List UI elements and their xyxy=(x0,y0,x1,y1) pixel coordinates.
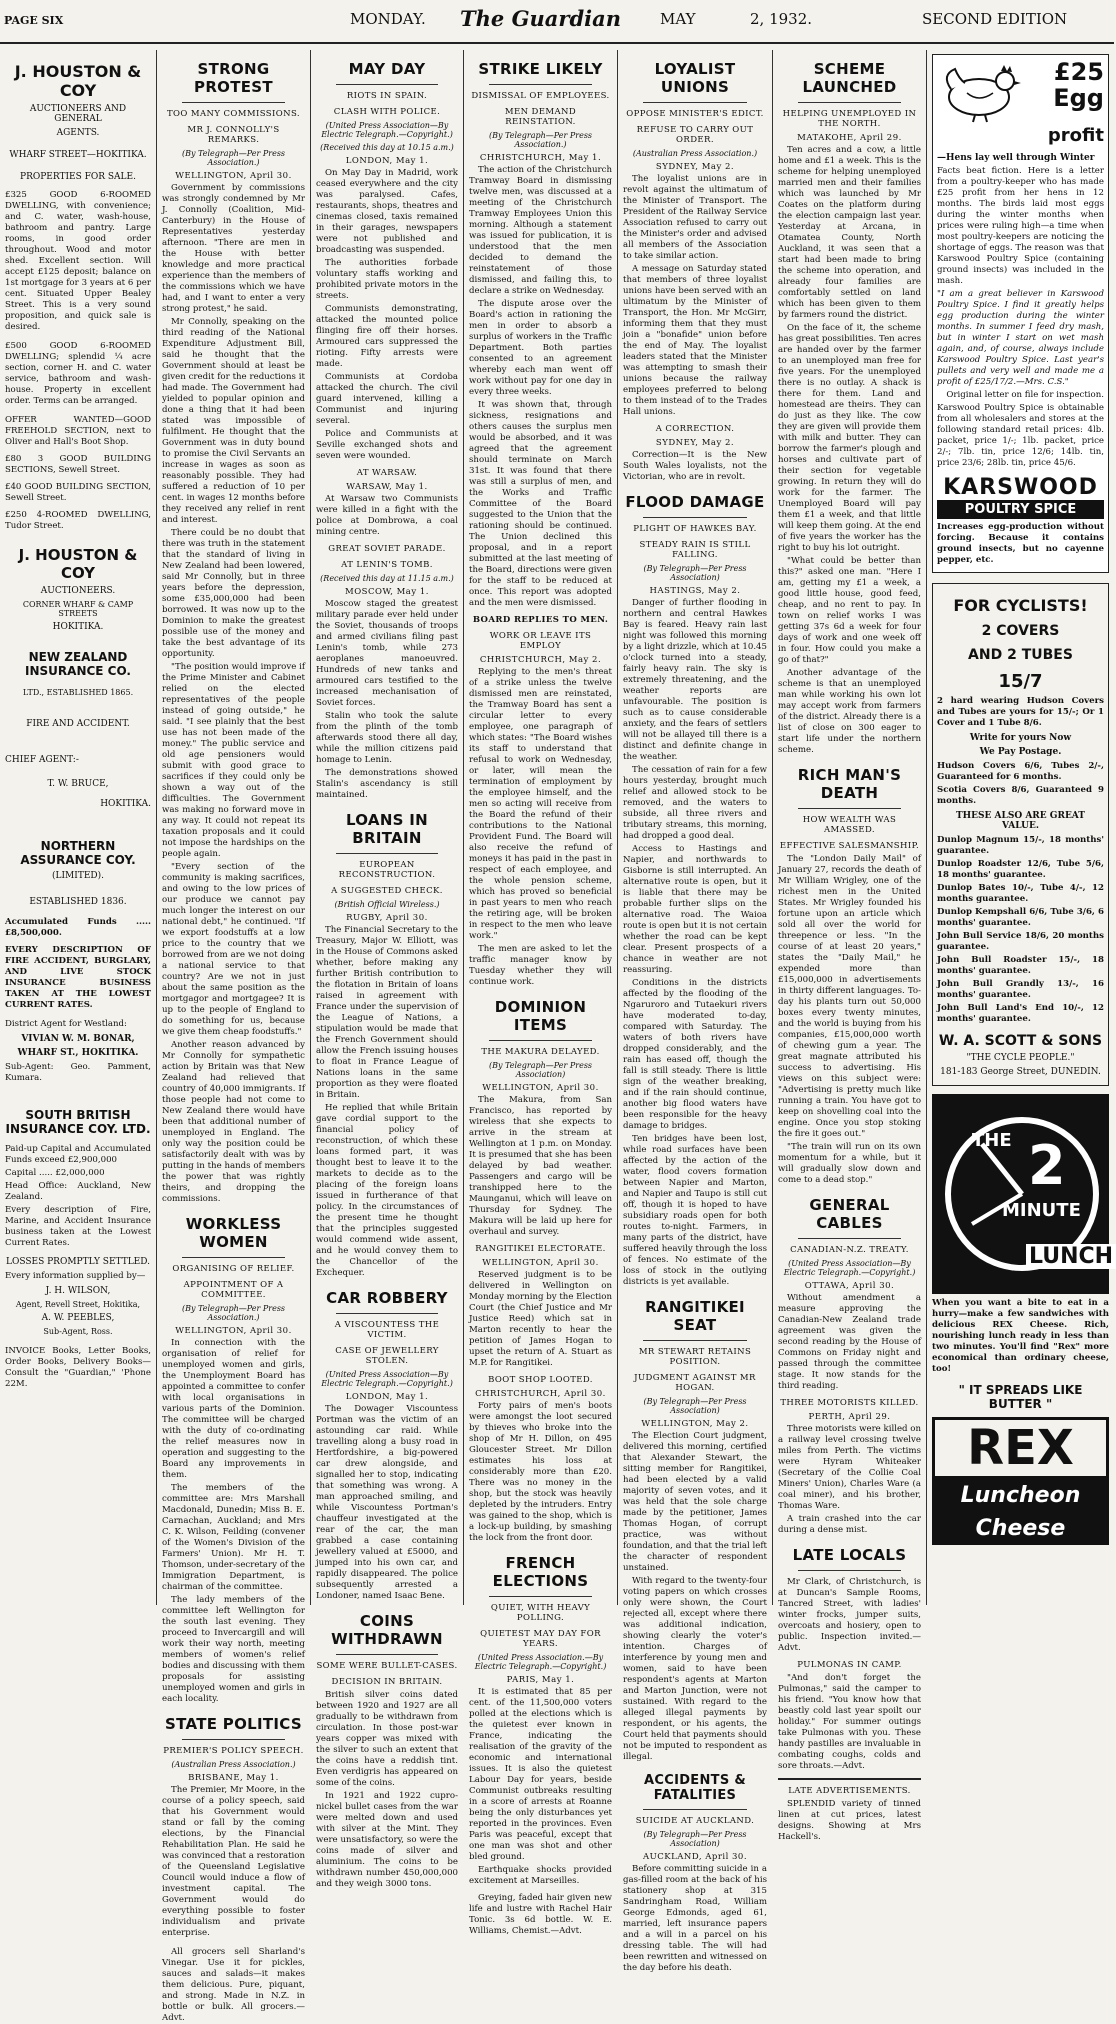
subhead: AT WARSAW. xyxy=(356,468,418,478)
page-number: PAGE SIX xyxy=(4,14,64,27)
subhead: A VISCOUNTESS THE VICTIM. xyxy=(334,1320,440,1340)
subhead: PULMONAS IN CAMP. xyxy=(797,1660,902,1670)
subhead: MR STEWART RETAINS POSITION. xyxy=(638,1347,752,1367)
dateline: WELLINGTON, May 2. xyxy=(641,1419,749,1429)
subhead: TOO MANY COMMISSIONS. xyxy=(166,109,301,119)
property-1: £325 GOOD 6-ROOMED DWELLING, with convenience; and C. water, wash-house, bathroom and pantry. Large rooms, in good order throughout. Wood and motor shed. Excellent section. Will accept £125 deposit; balance on 1st mortgage for 3 years at 6 per cent. Situated Upper Bealey Street. This is a very sound proposition, and quick sale is desired. xyxy=(5,190,151,332)
egg-prices: Karswood Poultry Spice is obtainable from all wholesalers and stores at the following standard retail prices: 4lb. packet, price 1/-; 1lb. packet, price 2/-; 7lb. tin, price 12/6; 14lb. tin, price 23/6; 28lb. tin, price 45/6. xyxy=(937,403,1104,468)
headline-coins-withdrawn: COINS WITHDRAWN xyxy=(331,1612,443,1648)
profit-word: profit xyxy=(1047,125,1104,146)
column-5 xyxy=(618,50,772,1973)
cyclists-line: Scotia Covers 8/6, Guaranteed 9 months. xyxy=(937,785,1104,806)
subhead: STEADY RAIN IS STILL FALLING. xyxy=(639,540,751,560)
southbritish-heading: SOUTH BRITISH INSURANCE COY. LTD. xyxy=(5,1108,151,1136)
subhead: A CORRECTION. xyxy=(655,424,735,434)
houston-heading: J. HOUSTON & COY xyxy=(14,62,142,100)
article-paragraph: The dispute arose over the Board's action in rationing the men in order to absorb a surplus of workers in the Traffic Department. Both parties consented to an agreement whereby each man went off work without pay for one day in every three weeks. xyxy=(469,299,612,397)
karswood-brand: KARSWOOD xyxy=(943,475,1098,500)
northern-agent: VIVIAN W. M. BONAR, xyxy=(21,1034,135,1044)
divider xyxy=(778,1778,921,1780)
southbritish-agent2: Agent, Revell Street, Hokitika, xyxy=(15,1300,141,1309)
article-paragraph: A train crashed into the car during a dense mist. xyxy=(778,1514,921,1535)
nzins-est: LTD., ESTABLISHED 1865. xyxy=(22,688,134,697)
southbritish-agent1: J. H. WILSON, xyxy=(45,1286,111,1296)
article-paragraph: Replying to the men's threat of a strike unless the twelve dismissed men are reinstated, the Tramway Board has sent a circular letter to every employee, one paragraph of which states: "The Board wishes its staff to understand that refusal to work on Wednesday, or later, will mean the termination of employment by the employee himself, and the men so acting will receive from the Board the refund of their contributions to the National Provident Fund. The Board will also receive the refund of moneys it has paid in the past in respect of each employee, and the whole pension scheme, which has proved so beneficial in past years to men who reach the retiring age, will be broken in respect to the men who leave work." xyxy=(469,667,612,941)
dateline: AUCKLAND, April 30. xyxy=(642,1852,748,1862)
subhead: DISMISSAL OF EMPLOYEES. xyxy=(471,91,610,101)
headline-state-politics: STATE POLITICS xyxy=(164,1715,302,1733)
article-paragraph: Reserved judgment is to be delivered in Wellington on Monday morning by the Election Court (the Chief Justice and Mr Justice Reed) which sat in Marton recently to hear the petition of James Hogan to upset the return of A. Stuart as M.P. for Rangitikei. xyxy=(469,1270,612,1368)
southbritish-desc: Every description of Fire, Marine, and Accident Insurance business taken at the Lowest Current Rates. xyxy=(5,1205,151,1248)
headline-strong-protest: STRONG PROTEST xyxy=(194,60,273,96)
cyclists-postage: We Pay Postage. xyxy=(979,747,1062,757)
dateline: LONDON, May 1. xyxy=(345,156,429,166)
houston2-line1: AUCTIONEERS. xyxy=(40,586,116,596)
divider xyxy=(489,84,592,85)
cyclists-advert xyxy=(932,583,1109,1086)
northern-heading: NORTHERN ASSURANCE COY. xyxy=(20,839,136,867)
dateline: HASTINGS, May 2. xyxy=(649,586,741,596)
invoice-ad: INVOICE Books, Letter Books, Order Books, Delivery Books—Consult the "Guardian," 'Phone 22M. xyxy=(5,1346,151,1389)
article-paragraph: Earthquake shocks provided excitement at Marseilles. xyxy=(469,1865,612,1886)
headline-french-elections: FRENCH ELECTIONS xyxy=(492,1554,589,1590)
cyclists-heading: FOR CYCLISTS! xyxy=(953,596,1088,615)
subhead: EUROPEAN RECONSTRUCTION. xyxy=(338,860,436,880)
dateline: MOSCOW, May 1. xyxy=(344,587,429,597)
subhead: CLASH WITH POLICE. xyxy=(333,107,441,117)
article-paragraph: He replied that while Britain gave cordial support to the financial policy of reconstruction, of which these loans formed part, it was thought best to leave it to the markets to decide as to the placing of the foreign loans issued in furtherance of that policy. In the circumstances of the present time he thought that the principles suggested would commend wide assent, and he would convey them to the Chancellor of the Exchequer. xyxy=(316,1103,458,1278)
source-line: (By Telegraph—Per Press Association) xyxy=(643,1830,747,1848)
article-paragraph: It was shown that, through sickness, resignations and others causes the surplus men would be absorbed, and it was agreed that the agreement should terminate on March 31st. It was found that there was still a surplus of men, and the Works and Traffic Committee of the Board suggested to the Union that the rationing should be continued. The Union declined this proposal, and in a report submitted at the last meeting of the Board, directions were given for the staff to be reduced at once. This report was adopted and the men were dismissed. xyxy=(469,400,612,608)
article-paragraph: "The train will run on its own momentum for a while, but it will gradually slow down and come to a dead stop." xyxy=(778,1142,921,1185)
subhead: BOARD REPLIES TO MEN. xyxy=(472,615,609,625)
divider xyxy=(182,1739,285,1740)
subhead: A SUGGESTED CHECK. xyxy=(331,886,443,896)
subhead: OPPOSE MINISTER'S EDICT. xyxy=(626,109,764,119)
advert-paragraph: Greying, faded hair given new life and lustre with Rachel Hair Tonic. 3s 6d bottle. W. E. Williams, Chemist.—Advt. xyxy=(469,1893,612,1936)
subhead: WORK OR LEAVE ITS EMPLOY xyxy=(489,631,592,651)
egg-body: Facts beat fiction. Here is a letter from a poultry-keeper who has made £25 profit from her hens in 12 months. The birds laid most eggs during the winter months when prices were ruling high—a time when most poultry-keepers are noticing the shortage of eggs. The reason was that Karswood Poultry Spice (containing ground insects) was included in the mash. xyxy=(937,166,1104,286)
rex-luncheon: Luncheon xyxy=(932,1479,1109,1512)
cyclists-line: Dunlop Magnum 15/-, 18 months' guarantee. xyxy=(937,835,1104,856)
subhead: PLIGHT OF HAWKES BAY. xyxy=(633,524,757,534)
properties-heading: PROPERTIES FOR SALE. xyxy=(20,172,136,182)
dateline: MATAKOHE, April 29. xyxy=(797,133,902,143)
article-paragraph: Another reason advanced by Mr Connolly for sympathetic action by Britain was that New Zealand had relieved that country of 40,000 immigrants. If those people had not come to New Zealand there would have been that additional number of unemployed in England. The only way the position could be satisfactorily dealt with was by putting in the hands of members the power that was rightly theirs, and dropping the commissions. xyxy=(162,1040,305,1204)
article-paragraph: Government by commissions was strongly condemned by Mr J. Connolly (Coalition, Mid-Canterbury) in the House of Representatives yesterday afternoon. "There are men in the House with better knowledge and more practical experience than the members of the commissions which we have had, and I want to enter a very strong protest," he said. xyxy=(162,183,305,314)
cyclists-line: Dunlop Kempshall 6/6, Tube 3/6, 6 months' guarantee. xyxy=(937,907,1104,928)
cyclists-line: Dunlop Roadster 12/6, Tube 5/6, 18 months' guarantee. xyxy=(937,859,1104,880)
divider xyxy=(336,1313,438,1314)
source-line: (United Press Association—By Electric Telegraph.—Copyright.) xyxy=(783,1259,916,1277)
article-paragraph: The loyalist unions are in revolt against the ultimatum of the Minister of Transport. The President of the Railway Service Association refused to carry out the Minister's order and advised all members of the Association to take similar action. xyxy=(623,174,767,261)
article-paragraph: Communists at Cordoba attacked the church. The civil guard intervened, killing a Communist and injuring several. xyxy=(316,372,458,426)
source-line: (By Telegraph—Per Press Association) xyxy=(488,1061,593,1079)
article-paragraph: The men are asked to let the traffic manager know by Tuesday whether they will continue work. xyxy=(469,944,612,987)
article-paragraph: Correction—It is the New South Wales loyalists, not the Victorian, who are in revolt. xyxy=(623,450,767,482)
houston2-heading: J. HOUSTON & COY xyxy=(18,546,138,582)
headline-loyalist-unions: LOYALIST UNIONS xyxy=(654,60,736,96)
headline-rich-mans-death: RICH MAN'S DEATH xyxy=(797,766,902,802)
cyclists-line: John Bull Service 18/6, 20 months guarantee. xyxy=(937,931,1104,952)
article-paragraph: Another advantage of the scheme is that an unemployed man while working his own lot may accept work from farmers of the district. Already there is a list of close on 300 eager to start life under the northern scheme. xyxy=(778,668,921,755)
article-paragraph: The lady members of the committee left Wellington for the south last evening. They proceed to Invercargill and will work their way north, meeting members of women's relief bodies and discussing with them proposals for assisting unemployed women and girls in each locality. xyxy=(162,1595,305,1704)
subhead: MR J. CONNOLLY'S REMARKS. xyxy=(187,125,280,145)
dateline: CHRISTCHURCH, April 30. xyxy=(475,1389,606,1399)
dateline: WELLINGTON, April 30. xyxy=(175,171,292,181)
paper-title: The Guardian xyxy=(460,6,621,31)
article-paragraph: Access to Hastings and Napier, and northwards to Gisborne is still interrupted. An alternative route is open, but it is liable that there may be probable further slips on the alternative road. The Waioa route is open but it is not certain whether the road can be kept clear. Present prospects of a chance in weather are not reassuring. xyxy=(623,844,767,975)
cyclists-tubes: AND 2 TUBES xyxy=(968,647,1073,663)
article-paragraph: With regard to the twenty-four voting papers on which crosses only were shown, the Court rejected all, except where there was additional indication, showing clearly the voter's intention. Charges of interference by young men and women, said to have been respondent's agents at Marton and Marton Junction, were not sustained. With regard to the alleged illegal payments by respondent, or his agents, the Court held that payments should not be imputed to respondent as illegal. xyxy=(623,1576,767,1762)
southbritish-capital2: Capital ..... £2,000,000 xyxy=(5,1168,105,1178)
subhead: GREAT SOVIET PARADE. xyxy=(328,544,446,554)
article-paragraph: Before committing suicide in a gas-filled room at the back of his stationery shop at 315 Sandringham Road, William George Edmonds, aged 61, married, left insurance papers and a will in a parcel on his dressing table. The will had been rewritten and witnessed on the day before his death. xyxy=(623,1864,767,1973)
headline-late-locals: LATE LOCALS xyxy=(792,1546,907,1564)
article-paragraph: Mr Connolly, speaking on the third reading of the National Expenditure Adjustment Bill, said he thought that the Government should at least be given credit for the reductions it had made. The Government had yielded to popular opinion and done a thing that it had been stated was impossible of fulfilment. He thought that the Government was in duty bound to promise the Civil Servants an increase in wages as soon as reasonably possible. They had suffered a reduction of 10 per cent. in wages 12 months before they received any relief in rent and interest. xyxy=(162,317,305,525)
column-6 xyxy=(773,50,926,1842)
divider xyxy=(643,1809,747,1810)
date-label: 2, 1932. xyxy=(750,10,813,28)
subhead: PREMIER'S POLICY SPEECH. xyxy=(163,1746,304,1756)
article-paragraph: The Dowager Viscountess Portman was the victim of an astounding car raid. While travelling along a busy road in Hertfordshire, a big-powered car drew alongside, and signalled her to stop, indicating that something was wrong. A man approached smiling, and while Viscountess Portman's chauffeur investigated at the rear of the car, the man grabbed a case containing jewellery valued at £5000, and jumped into his own car, and rapidly disappeared. The police subsequently arrested a Londoner, named Isaac Bene. xyxy=(316,1404,458,1601)
southbritish-office: Head Office: Auckland, New Zealand. xyxy=(5,1181,151,1202)
article-paragraph: At Warsaw two Communists were killed in a fight with the police at Dombrowa, a coal mining centre. xyxy=(316,494,458,537)
cyclists-also: THESE ALSO ARE GREAT VALUE. xyxy=(955,811,1085,831)
subhead: ORGANISING OF RELIEF. xyxy=(172,1264,295,1274)
article-paragraph: In connection with the organisation of relief for unemployed women and girls, the Unemployment Board has appointed a committee to confer with local organisations in various parts of the Dominion. The committee will be charged with the duty of co-ordinating the relief measures now in operation and suggesting to the Board any improvements in them. xyxy=(162,1338,305,1480)
headline-car-robbery: CAR ROBBERY xyxy=(326,1289,448,1307)
dateline: WARSAW, May 1. xyxy=(346,482,428,492)
subhead: CASE OF JEWELLERY STOLEN. xyxy=(335,1346,439,1366)
houston-line1: AUCTIONEERS AND GENERAL xyxy=(29,104,127,124)
dateline: LONDON, May 1. xyxy=(345,1392,429,1402)
article-paragraph: Communists demonstrating, attacked the mounted police flinging fire off their horses. Armoured cars suppressed the rioting. Fifty arrests were made. xyxy=(316,304,458,369)
article-paragraph: Forty pairs of men's boots were amongst the loot secured by thieves who broke into the shop of Mr H. Dillon, on 495 Gloucester Street. Mr Dillon estimates his loss at considerably more than £20. There was no money in the shop, but the stock was heavily depleted by the intruders. Entry was gained to the shop, which is a lock-up building, by smashing the lock from the front door. xyxy=(469,1401,612,1543)
northern-district: District Agent for Westland: xyxy=(5,1019,127,1029)
property-2: £500 GOOD 6-ROOMED DWELLING; splendid ¼ acre section, corner H. and C. water service, bathroom and wash-house. Property in excellent order. Terms can be arranged. xyxy=(5,341,151,406)
divider xyxy=(489,1040,592,1041)
divider xyxy=(643,102,747,103)
divider xyxy=(336,84,438,85)
dateline: BRISBANE, May 1. xyxy=(188,1773,279,1783)
rex-the: THE xyxy=(972,1130,1012,1151)
article-paragraph: The Election Court judgment, delivered this morning, certified that Alexander Stewart, the sitting member for Rangitikei, had been elected by a valid majority of seven votes, and it was held that the sole charge made by the petitioner, James Thomas Hogan, of corrupt practice, was without foundation, and that the trial left the character of respondent unstained. xyxy=(623,1431,767,1573)
egg-original: Original letter on file for inspection. xyxy=(946,390,1104,400)
egg-footer: Increases egg-production without forcing. Because it contains ground insects, but no cayenne pepper, etc. xyxy=(937,522,1104,565)
headline-may-day: MAY DAY xyxy=(348,60,426,78)
dateline: WELLINGTON, April 30. xyxy=(175,1326,292,1336)
nzins-chief: CHIEF AGENT:- xyxy=(5,755,79,765)
divider xyxy=(182,102,285,103)
article-paragraph: The cessation of rain for a few hours yesterday, brought much relief and allowed stock to be removed, and the waters to subside, all three rivers and tributary streams, this morning, had dropped a good deal. xyxy=(623,765,767,841)
subhead: LATE ADVERTISEMENTS. xyxy=(788,1786,911,1796)
subhead: THREE MOTORISTS KILLED. xyxy=(780,1398,919,1408)
northern-desc: EVERY DESCRIPTION OF FIRE ACCIDENT, BURGLARY, AND LIVE STOCK INSURANCE BUSINESS TAKEN AT THE LOWEST CURRENT RATES. xyxy=(5,945,151,1010)
subhead: RANGITIKEI ELECTORATE. xyxy=(475,1244,606,1254)
subhead: APPOINTMENT OF A COMMITTEE. xyxy=(183,1280,284,1300)
headline-scheme-launched: SCHEME LAUNCHED xyxy=(802,60,897,96)
article-paragraph: Conditions in the districts affected by the flooding of the Ngaruroro and Tutaekuri rivers have moderated to-day, compared with Saturday. The waters of both rivers have dropped considerably, and the rain has eased off, though the fall is still steady. There is little sign of the weather breaking, and if the rain should continue, another big flood waters have been responsible for the heavy damage to bridges. xyxy=(623,978,767,1131)
dateline: CHRISTCHURCH, May 1. xyxy=(479,153,602,163)
article-paragraph: In 1921 and 1922 cupro-nickel bullet cases from the war were melted down and used with silver at the Mint. They were unsatisfactory, so were the coins made of silver and aluminium. The coins to be withdrawn number 450,000,000 and they weigh 3000 tons. xyxy=(316,1791,458,1889)
source-line: (United Press Association.—By Electric Telegraph.—Copyright.) xyxy=(474,1653,607,1671)
article-paragraph: Moscow staged the greatest military parade ever held under the Soviet, thousands of troops and armed civilians filing past Lenin's tomb, while 273 aeroplanes manoeuvred. Hundreds of new tanks and armoured cars testified to the increased mechanisation of Soviet forces. xyxy=(316,599,458,708)
article-paragraph: The members of the committee are: Mrs Marshall Macdonald, Dunedin; Miss B. E. Carnachan, Auckland; and Mrs C. K. Wilson, Feilding (convener of the Women's Division of the Farmers' Union). Mr H. T. Thomson, under-secretary of the Immigration Department, is chairman of the committee. xyxy=(162,1483,305,1592)
article-paragraph: Ten acres and a cow, a little home and £1 a week. This is the scheme for helping unemployed married men and their families which was launched by Mr Coates on the platform during the election campaign last year. Yesterday at Arcana, in Otamatea County, North Auckland, it was seen that a start had been made to bring the scheme into operation, and already four families are comfortably settled on land which has been given to them by farmers round the district. xyxy=(778,145,921,320)
source-line: (Australian Press Association.) xyxy=(171,1760,296,1769)
rex-lunch: LUNCH xyxy=(1026,1244,1116,1269)
southbritish-info: Every information supplied by— xyxy=(5,1271,146,1281)
subhead: EFFECTIVE SALESMANSHIP. xyxy=(779,841,920,851)
article-paragraph: Police and Communists at Seville exchanged shots and seven were wounded. xyxy=(316,429,458,461)
subhead: THE MAKURA DELAYED. xyxy=(481,1047,600,1057)
houston2-address: CORNER WHARF & CAMP STREETS xyxy=(22,600,134,618)
subhead: BOOT SHOP LOOTED. xyxy=(488,1375,593,1385)
egg-tagline: —Hens lay well through Winter xyxy=(937,153,1095,163)
scott-firm: W. A. SCOTT & SONS xyxy=(938,1033,1103,1049)
hen-icon xyxy=(937,59,1025,123)
rex-body: When you want a bite to eat in a hurry—make a few sandwiches with delicious REX Cheese. Rich, nourishing lunch ready in less than two minutes. You'll find "Rex" more economical than ordinary cheese, too! xyxy=(932,1298,1109,1374)
subhead: HOW WEALTH WAS AMASSED. xyxy=(802,815,897,835)
rex-minute: MINUTE xyxy=(1002,1200,1081,1221)
source-line: (By Telegraph—Per Press Association.) xyxy=(181,149,286,167)
source-line: (By Telegraph—Per Press Association.) xyxy=(181,1304,286,1322)
article-paragraph: The "London Daily Mail" of January 27, records the death of Mr William Wrigley, one of the richest men in the United States. Mr Wrigley founded his fortune upon an article which sold all over the world for threepence or less. "In the course of at least 20 years," states the "Daily Mail," he expended more than £15,000,000 in advertisements in thirty different languages. To-day his plants turn out 50,000 boxes every twenty minutes, and the world is buying from his companies, £15,000,000 worth of chewing gum a year. The great magnate attributed his success to advertising. His views on this subject were: "Advertising is pretty much like running a train. You have got to keep on shovelling coal into the engine. Once you stop stoking the fire it goes out." xyxy=(778,854,921,1139)
divider xyxy=(489,1596,592,1597)
cyclists-line: Dunlop Bates 10/-, Tube 4/-, 12 months guarantee. xyxy=(937,883,1104,904)
dateline: SYDNEY, May 2. xyxy=(655,162,735,172)
egg-word: Egg xyxy=(1053,84,1104,112)
received-line: (Received this day at 10.15 a.m.) xyxy=(320,143,454,152)
divider xyxy=(182,1257,285,1258)
divider xyxy=(643,517,747,518)
houston-address: WHARF STREET—HOKITIKA. xyxy=(9,150,147,160)
advert-paragraph: All grocers sell Sharland's Vinegar. Use it for pickles, sauces and salads—it makes them delicious. Pure, piquant, and strong. Made in N.Z. in bottle or bulk. All grocers.—Advt. xyxy=(162,1947,305,2023)
article-paragraph: The Makura, from San Francisco, has reported by wireless that she expects to arrive in the stream at Wellington at 1 p.m. on Monday. It is presumed that she has been delayed by bad weather. Passengers and cargo will be transhipped here to the Maunganui, which will leave on Thursday for Sydney. The Makura will be laid up here for overhaul and survey. xyxy=(469,1095,612,1237)
dateline: CHRISTCHURCH, May 2. xyxy=(479,655,602,665)
divider xyxy=(798,1238,901,1239)
subhead: SOME WERE BULLET-CASES. xyxy=(316,1661,458,1671)
rex-cheese: Cheese xyxy=(932,1512,1109,1545)
subhead: MEN DEMAND REINSTATION. xyxy=(504,107,577,127)
article-paragraph: The action of the Christchurch Tramway Board in dismissing twelve men, was discussed at a meeting of the Christchurch Tramway Employees Union this morning. Although a statement was issued for publication, it is understood that the men decided to demand the reinstatement of those dismissed, and failing this, to declare a strike on Wednesday. xyxy=(469,165,612,296)
northern-funds: Accumulated Funds ..... £8,500,000. xyxy=(5,917,151,938)
day-label: MONDAY. xyxy=(350,10,426,28)
divider xyxy=(798,1570,901,1571)
subhead: REFUSE TO CARRY OUT ORDER. xyxy=(636,125,754,145)
divider xyxy=(798,808,901,809)
subhead: DECISION IN BRITAIN. xyxy=(331,1677,443,1687)
southbritish-agent3: A. W. PEEBLES, xyxy=(41,1313,115,1323)
headline-accidents: ACCIDENTS & FATALITIES xyxy=(644,1773,746,1803)
dateline: OTTAWA, April 30. xyxy=(804,1281,895,1291)
dateline: PERTH, April 29. xyxy=(808,1412,891,1422)
column-4 xyxy=(464,50,617,1936)
subhead: RIOTS IN SPAIN. xyxy=(346,91,428,101)
dateline: SYDNEY, May 2. xyxy=(655,438,735,448)
article-paragraph: Ten bridges have been lost, while road surfaces have been affected by the action of the water, flood covers formation between Napier and Marton, and Napier and Taupo is still cut off, though it is hoped to have subsidiary roads open for both routes to-night. Farmers, in many parts of the district, have suffered heavily through the loss of fences. No estimate of the loss of stock in the outlying districts is yet available. xyxy=(623,1134,767,1287)
scott-people: "THE CYCLE PEOPLE." xyxy=(966,1053,1075,1063)
article-paragraph: "The position would improve if the Prime Minister and Cabinet relied on the elected representatives of the people instead of going outside," he said. "I see plainly that the best use has not been made of the money." The public service and old age pensioners would submit with good grace to sacrifices if they could only be shown a way out of the difficulties. The Government was making no forward move in any way. It could not repeat its taxation proposals and it could not impose the hardships on the people again. xyxy=(162,662,305,859)
cyclists-line: John Bull Land's End 10/-, 12 months' guarantee. xyxy=(937,1003,1104,1024)
southbritish-agent4: Sub-Agent, Ross. xyxy=(43,1327,113,1336)
column-2 xyxy=(157,50,310,2023)
southbritish-losses: LOSSES PROMPTLY SETTLED. xyxy=(5,1257,151,1267)
egg-price: £25 xyxy=(1053,58,1104,86)
article-paragraph: Without amendment a measure approving the Canadian-New Zealand trade agreement was given the second reading by the House of Commons on Friday night and passed through the committee stage. It now stands for the third reading. xyxy=(778,1293,921,1391)
subhead: HELPING UNEMPLOYED IN THE NORTH. xyxy=(782,109,917,129)
subhead: QUIETEST MAY DAY FOR YEARS. xyxy=(480,1629,601,1649)
headline-flood-damage: FLOOD DAMAGE xyxy=(625,493,765,511)
property-6: £250 4-ROOMED DWELLING, Tudor Street. xyxy=(5,510,151,531)
article-paragraph: "Every section of the community is making sacrifices, and owing to the low prices of our produce we cannot pay much longer the interest on our national debt," he continued. "If we export foodstuffs at a low price to the country that we borrowed from are we not doing a national service to that country? Are we not in just about the same position as the mortgagor and mortgagee? It is up to the people of England to do something for us, because we give them cheap foodstuffs." xyxy=(162,862,305,1037)
property-3: OFFER WANTED—GOOD FREEHOLD SECTION, next to Oliver and Hall's Boot Shop. xyxy=(5,415,151,447)
source-line: (United Press Association—By Electric Telegraph.—Copyright.) xyxy=(321,1370,453,1388)
clock-panel xyxy=(932,1094,1114,1294)
article-paragraph: Mr Clark, of Christchurch, is at Duncan's Sample Rooms, Tancred Street, with ladies' winter frocks, jumper suits, overcoats and hosiery, open to public. Inspection invited.—Advt. xyxy=(778,1577,921,1653)
rex-advert xyxy=(932,1094,1114,1545)
property-4: £80 3 GOOD BUILDING SECTIONS, Sewell Street. xyxy=(5,454,151,475)
northern-est: ESTABLISHED 1836. xyxy=(29,897,127,907)
article-paragraph: Three motorists were killed on a railway level crossing twelve miles from Perth. The victims were Hyram Whiteaker (Secretary of the Collie Coal Miners' Union), Charles Ware (a coal miner), and his brother, Thomas Ware. xyxy=(778,1424,921,1511)
dateline: WELLINGTON, April 30. xyxy=(482,1258,599,1268)
houston-line2: AGENTS. xyxy=(56,128,100,138)
southbritish-capital1: Paid-up Capital and Accumulated Funds exceed £2,900,000 xyxy=(5,1144,151,1165)
edition-label: SECOND EDITION xyxy=(922,10,1068,28)
cyclists-covers: 2 COVERS xyxy=(981,623,1060,639)
headline-dominion-items: DOMINION ITEMS xyxy=(494,998,587,1034)
month-label: MAY xyxy=(660,10,696,28)
cyclists-desc: 2 hard wearing Hudson Covers and Tubes are yours for 15/-; Or 1 Cover and 1 Tube 8/6. xyxy=(937,696,1104,728)
article-paragraph: British silver coins dated between 1920 and 1927 are all gradually to be withdrawn from circulation. In those post-war years copper was mixed with the silver to such an extent that the coins have a reddish tint. Even verdigris has appeared on some of the coins. xyxy=(316,1690,458,1788)
northern-sub: Sub-Agent: Geo. Pamment, Kumara. xyxy=(5,1062,151,1083)
column-3 xyxy=(311,50,463,1889)
divider xyxy=(336,853,438,854)
subhead: CANADIAN-N.Z. TREATY. xyxy=(790,1245,909,1255)
northern-address: WHARF ST., HOKITIKA. xyxy=(17,1048,139,1058)
poultry-spice-bar: POULTRY SPICE xyxy=(937,500,1104,519)
article-paragraph: It is estimated that 85 per cent. of the 11,500,000 voters polled at the elections which is the quietest ever known in France, indicating the realisation of the gravity of the economic and international issues. It is also the quietest Labour Day for years, beside Communist outbreaks resulting in a score of arrests at Roanne being the only disturbances yet reported in the provinces. Even Paris was peaceful, except that one man was shot and other bled ground. xyxy=(469,1687,612,1862)
rex-brand: REX xyxy=(932,1417,1109,1479)
subhead: JUDGMENT AGAINST MR HOGAN. xyxy=(634,1373,756,1393)
source-line: (By Telegraph—Per Press Association) xyxy=(643,1397,747,1415)
article-paragraph: "What could be better than this?" asked one man. "Here I am, getting my £1 a week, a good little house, good feed, cheap, and no rent to pay. In town on relief works I was getting 37s 6d a week for four days of work and one week off in four. How could you make a go of that?" xyxy=(778,556,921,665)
headline-strike-likely: STRIKE LIKELY xyxy=(478,60,603,78)
source-line: (Australian Press Association.) xyxy=(632,149,758,158)
article-paragraph: A message on Saturday stated that members of three loyalist unions have been served with an ultimatum by the Minister of Transport, the Hon. Mr McGirr, informing them that they must join a "bonafide" union before the end of May. The loyalist leaders stated that the Minister was attempting to smash their unions because the railway employees preferred to belong to them instead of to the Trades Hall unions. xyxy=(623,264,767,417)
subhead: QUIET, WITH HEAVY POLLING. xyxy=(490,1603,591,1623)
source-line: (By Telegraph—Per Press Association) xyxy=(643,564,747,582)
nzins-heading: NEW ZEALAND INSURANCE CO. xyxy=(25,650,131,678)
subhead: SUICIDE AT AUCKLAND. xyxy=(635,1816,755,1826)
northern-ltd: (LIMITED). xyxy=(52,871,104,881)
subhead: AT LENIN'S TOMB. xyxy=(341,560,433,570)
nzins-fire: FIRE AND ACCIDENT. xyxy=(26,719,130,729)
houston2-town: HOKITIKA. xyxy=(52,622,104,632)
source-line: (By Telegraph—Per Press Association.) xyxy=(488,131,593,149)
article-paragraph: The Financial Secretary to the Treasury, Major W. Elliott, was in the House of Commons asked whether, before making any further British contribution to the flotation in Britain of loans raised in agreement with France under the supervision of the League of Nations, a stipulation would be made that the French Government should allow the French issuing houses to float in France League of Nations loans in the same proportion as they were floated in Britain. xyxy=(316,925,458,1100)
divider xyxy=(643,1340,747,1341)
dateline: RUGBY, April 30. xyxy=(346,913,428,923)
masthead xyxy=(0,0,1114,44)
rex-spreads: " IT SPREADS LIKE BUTTER " xyxy=(958,1383,1083,1411)
article-paragraph: Stalin who took the salute from the plinth of the tomb afterwards stood there all day, while the million citizens paid homage to Lenin. xyxy=(316,711,458,765)
source-line: (United Press Association—By Electric Telegraph.—Copyright.) xyxy=(321,121,453,139)
cyclists-line: John Bull Grandly 13/-, 16 months' guarantee. xyxy=(937,979,1104,1000)
dateline: PARIS, May 1. xyxy=(506,1675,575,1685)
article-paragraph: "And don't forget the Pulmonas," said the camper to his friend. "You know how that beastly cold last year spoilt our holiday." For summer outings take Pulmonas with you. These handy pastilles are invaluable in combating coughs, colds and sore throats.—Advt. xyxy=(778,1673,921,1771)
karswood-advert xyxy=(932,54,1109,573)
cyclists-price: 15/7 xyxy=(998,671,1043,692)
article-paragraph: The authorities forbade voluntary staffs working and prohibited private motors in the streets. xyxy=(316,258,458,301)
nzins-town: HOKITIKA. xyxy=(100,799,151,809)
column-display-ads xyxy=(927,50,1114,1605)
divider xyxy=(336,1654,438,1655)
headline-rangitikei-seat: RANGITIKEI SEAT xyxy=(645,1298,745,1334)
cyclists-write: Write for yours Now xyxy=(969,733,1072,743)
headline-general-cables: GENERAL CABLES xyxy=(809,1196,890,1232)
article-paragraph: On May Day in Madrid, work ceased everywhere and the city was paralysed. Cafes, restaurants, shops, theatres and cinemas closed, taxis remained in their garages, newspapers were not published and broadcasting was suspended. xyxy=(316,168,458,255)
divider xyxy=(798,102,901,103)
cyclists-line: Hudson Covers 6/6, Tubes 2/-, Guaranteed for 6 months. xyxy=(937,761,1104,782)
rex-two: 2 xyxy=(1028,1134,1066,1197)
article-paragraph: Danger of further flooding in northern and central Hawkes Bay is feared. Heavy rain last night was followed this morning by a light drizzle, which at 10.45 o'clock turned into a steady, fairly heavy rain. The sky is extremely threatening, and the weather reports are unfavourable. The position is such as to cause considerable anxiety, and the fears of settlers will not be allayed till there is a distinct and definite change in the weather. xyxy=(623,598,767,762)
received-line: (Received this day at 11.15 a.m.) xyxy=(320,574,454,583)
scott-address: 181-183 George Street, DUNEDIN. xyxy=(940,1067,1101,1077)
source-line: (British Official Wireless.) xyxy=(334,900,440,909)
cyclists-line: John Bull Roadster 15/-, 18 months' guarantee. xyxy=(937,955,1104,976)
article-paragraph: The demonstrations showed Stalin's ascendancy is still maintained. xyxy=(316,768,458,800)
article-paragraph: On the face of it, the scheme has great possibilities. Ten acres are handed over by the farmer to an unemployed man free for five years. For the unemployed there is no outlay. A shack is there for them. Land and homestead are theirs. They can do just as they like. The cow they are given will provide them with milk and butter. They can borrow the farmer's plough and horses and cultivate part of their section for vegetable growing. In return they will do work for the farmer. The Unemployed Board will pay them £1 a week, and that little will keep them going. At the end of five years the worker has the right to buy his lot outright. xyxy=(778,323,921,553)
article-paragraph: SPLENDID variety of tinned linen at cut prices, latest designs. Showing at Mrs Hackell's. xyxy=(778,1799,921,1842)
article-paragraph: There could be no doubt that there was truth in the statement that the standard of living in New Zealand had been lowered, said Mr Connolly, but in three years before the depression, some £35,000,000 had been borrowed. It was now up to the Dominion to make the greatest possible use of the money and take the best advantage of its opportunity. xyxy=(162,528,305,659)
headline-workless-women: WORKLESS WOMEN xyxy=(185,1215,282,1251)
headline-loans-in-britain: LOANS IN BRITAIN xyxy=(345,811,429,847)
property-5: £40 GOOD BUILDING SECTION, Sewell Street. xyxy=(5,482,151,503)
dateline: WELLINGTON, April 30. xyxy=(482,1083,599,1093)
egg-quote: "I am a great believer in Karswood Poultry Spice. I find it greatly helps egg production during the winter months. In summer I feed dry mash, but in winter I start on wet mash again, and, of course, always include Karswood Poultry Spice. Last year's pullets and very well and made me a profit of £25/17/2.—Mrs. C.S." xyxy=(937,289,1104,387)
article-paragraph: The Premier, Mr Moore, in the course of a policy speech, said that his Government would stand or fall by the coming elections, by the Financial Rehabilitation Plan. He said he was convinced that a restoration of the Queensland Legislative Council would induce a flow of investment capital. The Government would do everything possible to foster individualism and private enterprise. xyxy=(162,1785,305,1938)
column-advertisements xyxy=(0,50,156,1605)
nzins-agent: T. W. BRUCE, xyxy=(47,779,109,789)
